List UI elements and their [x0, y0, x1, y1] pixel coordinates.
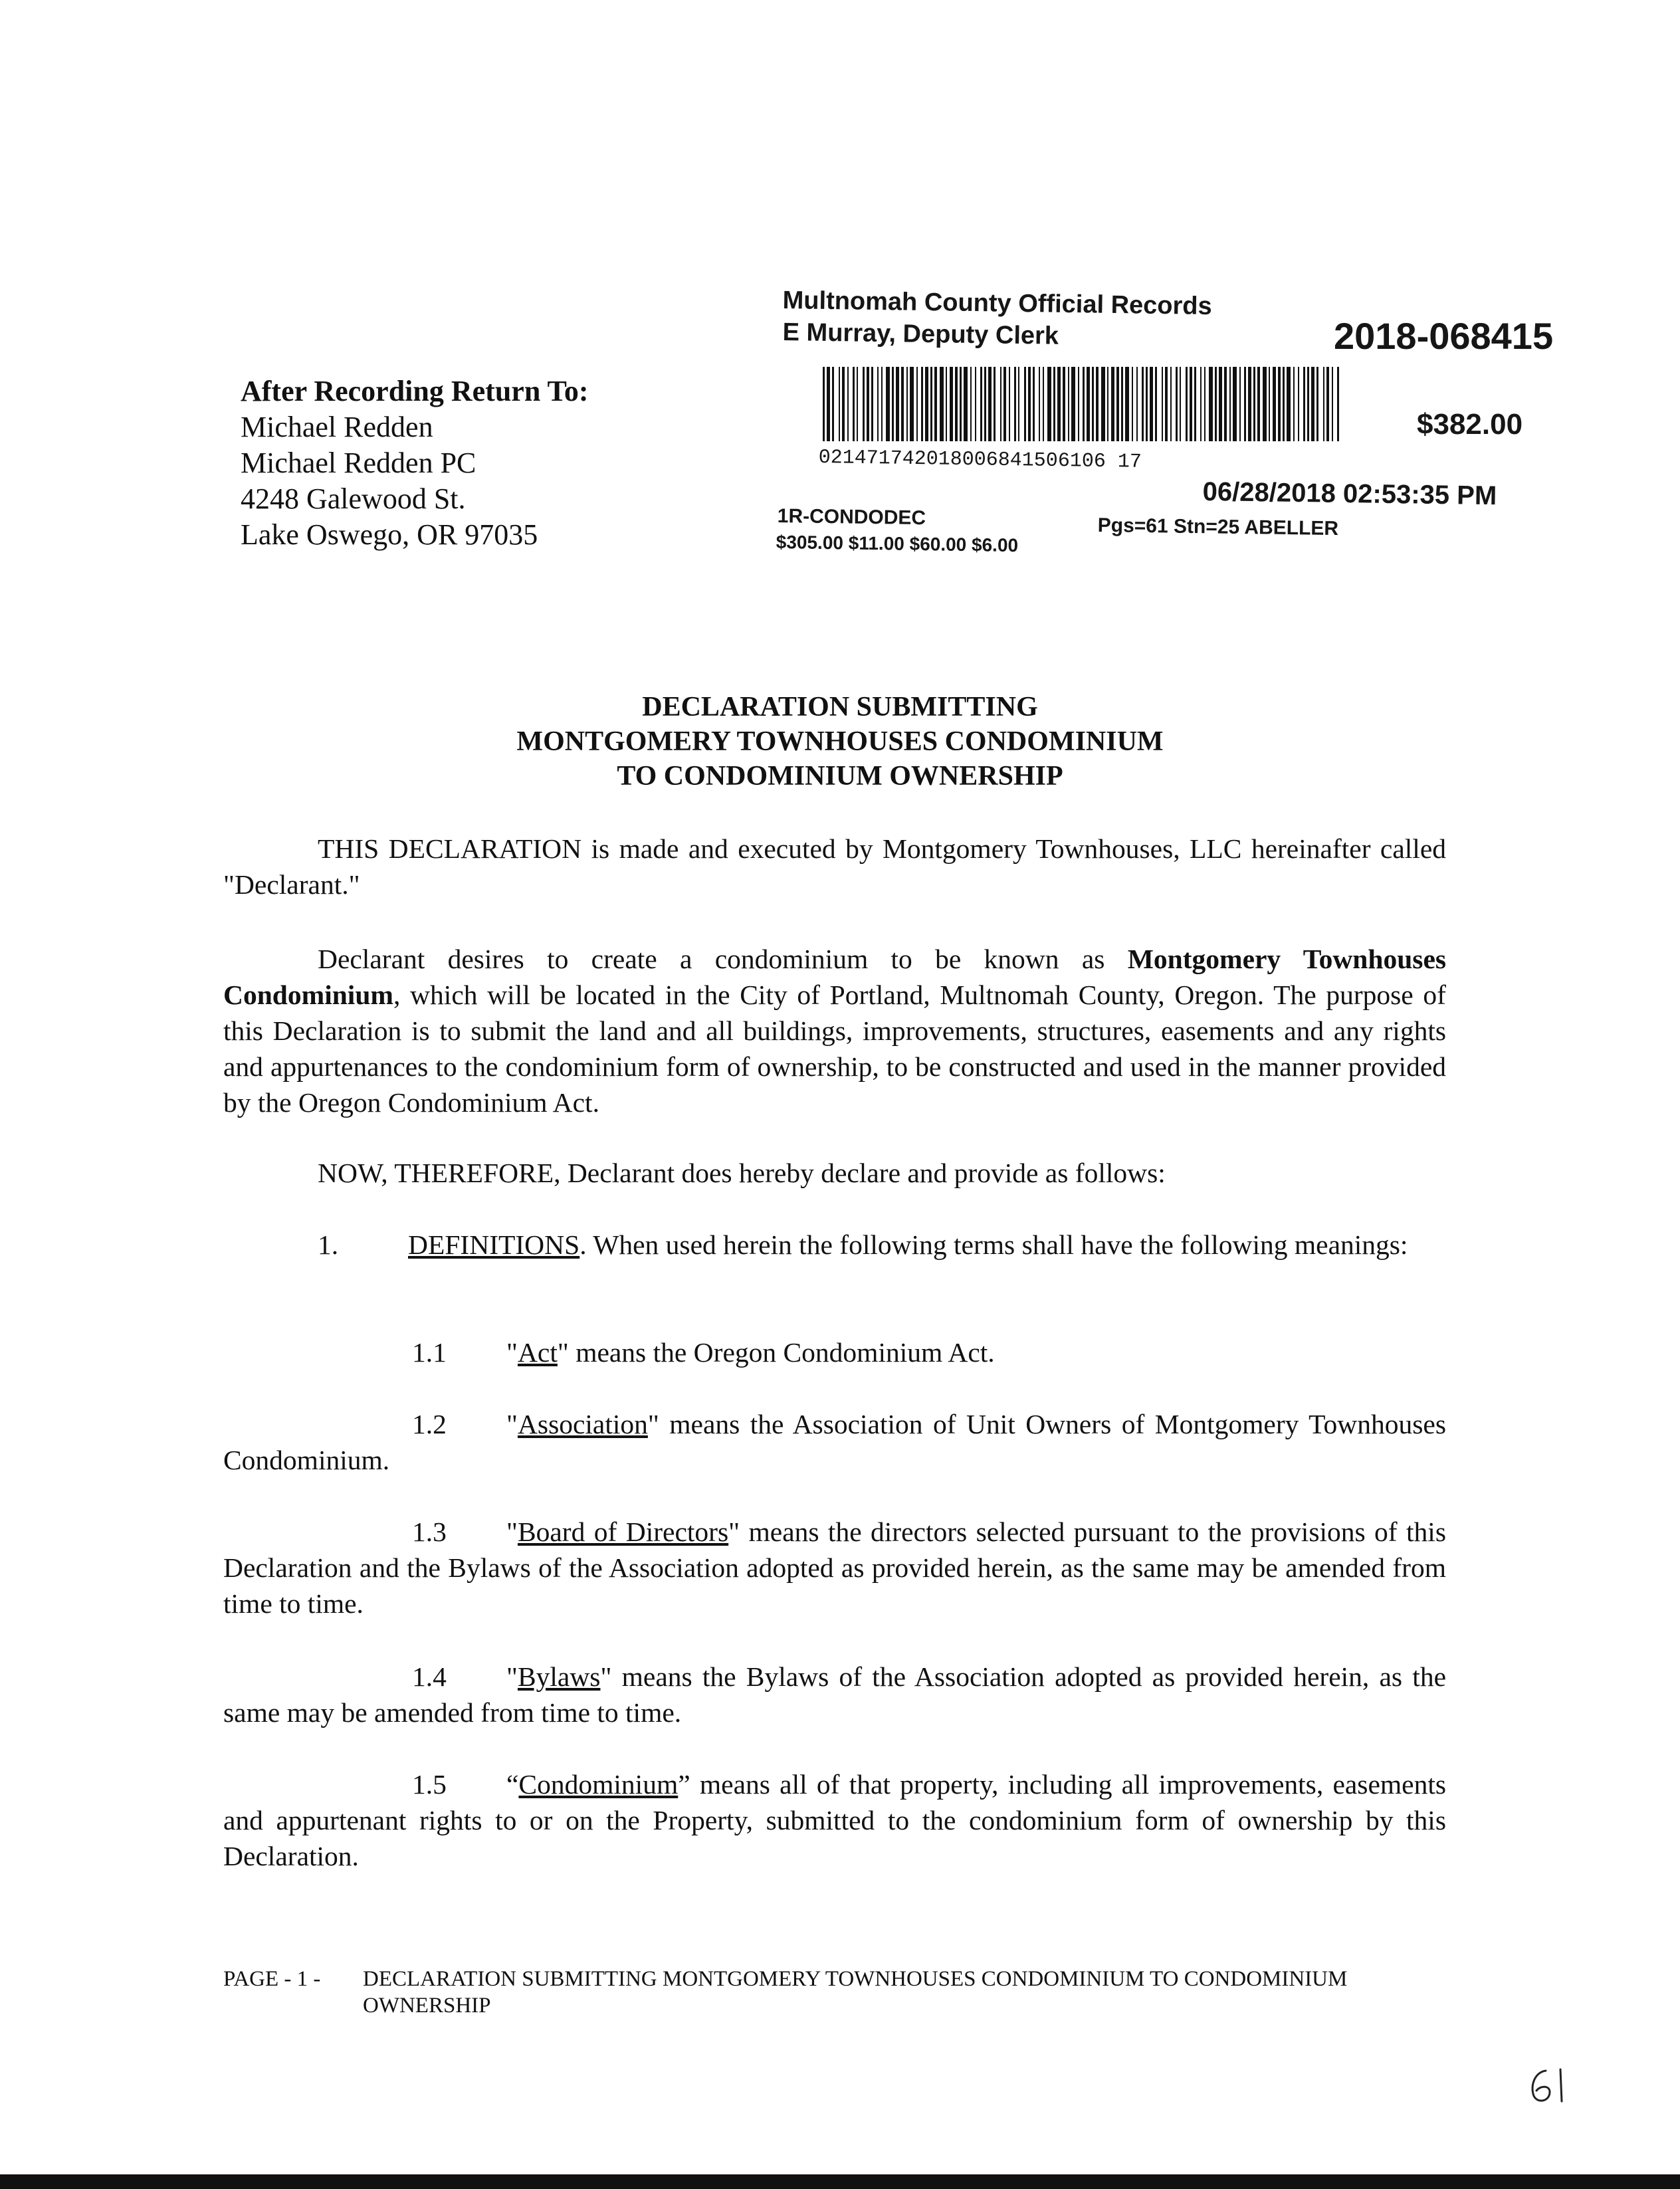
definition-number: 1.2	[412, 1409, 447, 1439]
quote-mark: "	[506, 1661, 518, 1692]
definition-text: " means the Oregon Condominium Act.	[557, 1337, 995, 1368]
quote-mark: "	[506, 1337, 518, 1368]
definition-text: ” means all of that property, including all improvements, easements and appurtenant rights to or on the Property, submitted to the condominium form of ownership by this Declaration.	[223, 1769, 1446, 1871]
title-line: TO CONDOMINIUM OWNERSHIP	[617, 761, 1063, 791]
document-number: 2018-068415	[1334, 315, 1554, 357]
quote-mark: “	[506, 1769, 519, 1800]
definition-number: 1.1	[412, 1337, 447, 1368]
barcode-number: 021471742018006841506106 17	[818, 447, 1142, 474]
document-title	[0, 690, 1680, 793]
condominium-name: Montgomery Townhouses Condominium	[223, 944, 1447, 1010]
title-line: DECLARATION SUBMITTING	[642, 692, 1038, 722]
now-therefore-paragraph: NOW, THEREFORE, Declarant does hereby declare and provide as follows:	[318, 1158, 1166, 1188]
definition-number: 1.3	[412, 1516, 447, 1547]
recording-datetime: 06/28/2018 02:53:35 PM	[1202, 477, 1497, 511]
definition-number: 1.5	[412, 1769, 447, 1800]
definition-item	[223, 1406, 1446, 1478]
definition-number: 1.4	[412, 1661, 447, 1692]
definition-term: Condominium	[518, 1769, 679, 1800]
title-line: MONTGOMERY TOWNHOUSES CONDOMINIUM	[516, 726, 1164, 757]
return-to-heading: After Recording Return To:	[241, 375, 589, 407]
definition-text: " means the Bylaws of the Association adopted as provided herein, as the same may be amended from time to time.	[223, 1661, 1446, 1728]
definition-term: Bylaws	[517, 1661, 601, 1692]
section-heading: DEFINITIONS	[408, 1229, 580, 1260]
return-to-line: Lake Oswego, OR 97035	[241, 518, 538, 551]
handwritten-mark-icon	[1526, 2065, 1572, 2105]
definition-text: " means the directors selected pursuant to the provisions of this Declaration and the Bylaws of the Association adopted as provided herein, as the same may be amended from time to time.	[223, 1516, 1446, 1619]
page-number: PAGE - 1 -	[223, 1967, 321, 1991]
footer-title: DECLARATION SUBMITTING MONTGOMERY TOWNHOUSES CONDOMINIUM TO CONDOMINIUM OWNERSHIP	[363, 1967, 1348, 2018]
quote-mark: "	[506, 1409, 518, 1439]
scan-edge-bar	[0, 2174, 1680, 2189]
definition-term: Board of Directors	[517, 1516, 729, 1547]
definition-item	[223, 1766, 1446, 1874]
page-footer	[223, 1966, 1453, 2019]
purpose-text: , which will be located in the City of Portland, Multnomah County, Oregon. The purpose of this Declaration is to submit the land and all buildings, improvements, structures, easements and any rights and appurtenances to the condominium form of ownership, to be constructed and used in the manner provided by the Oregon Condominium Act.	[223, 980, 1446, 1118]
return-to-block	[241, 373, 588, 553]
intro-paragraph: THIS DECLARATION is made and executed by Montgomery Townhouses, LLC hereinafter called "Declarant."	[223, 833, 1446, 900]
return-to-line: Michael Redden PC	[241, 447, 476, 479]
section-text: . When used herein the following terms shall have the following meanings:	[579, 1229, 1408, 1260]
recording-clerk: E Murray, Deputy Clerk	[782, 318, 1059, 350]
section-1-definitions	[223, 1227, 1446, 1263]
barcode-icon	[823, 367, 1341, 459]
return-to-line: 4248 Galewood St.	[241, 482, 466, 515]
recording-amount: $382.00	[1417, 408, 1523, 441]
return-to-line: Michael Redden	[241, 411, 433, 443]
purpose-paragraph	[223, 941, 1446, 1120]
definition-item	[223, 1334, 1446, 1370]
definition-item	[223, 1514, 1446, 1621]
definition-term: Act	[517, 1337, 558, 1368]
recording-fees: $305.00 $11.00 $60.00 $6.00	[776, 532, 1019, 556]
definition-text: " means the Association of Unit Owners of Montgomery Townhouses Condominium.	[223, 1409, 1446, 1475]
pages-station: Pgs=61 Stn=25 ABELLER	[1097, 514, 1339, 540]
quote-mark: "	[506, 1516, 518, 1547]
definition-item	[223, 1659, 1446, 1730]
purpose-text: Declarant desires to create a condominium to be known as	[318, 944, 1128, 974]
document-code: 1R-CONDODEC	[777, 505, 926, 530]
definition-term: Association	[517, 1409, 648, 1439]
section-number: 1.	[318, 1229, 339, 1260]
recording-office: Multnomah County Official Records	[782, 286, 1212, 321]
